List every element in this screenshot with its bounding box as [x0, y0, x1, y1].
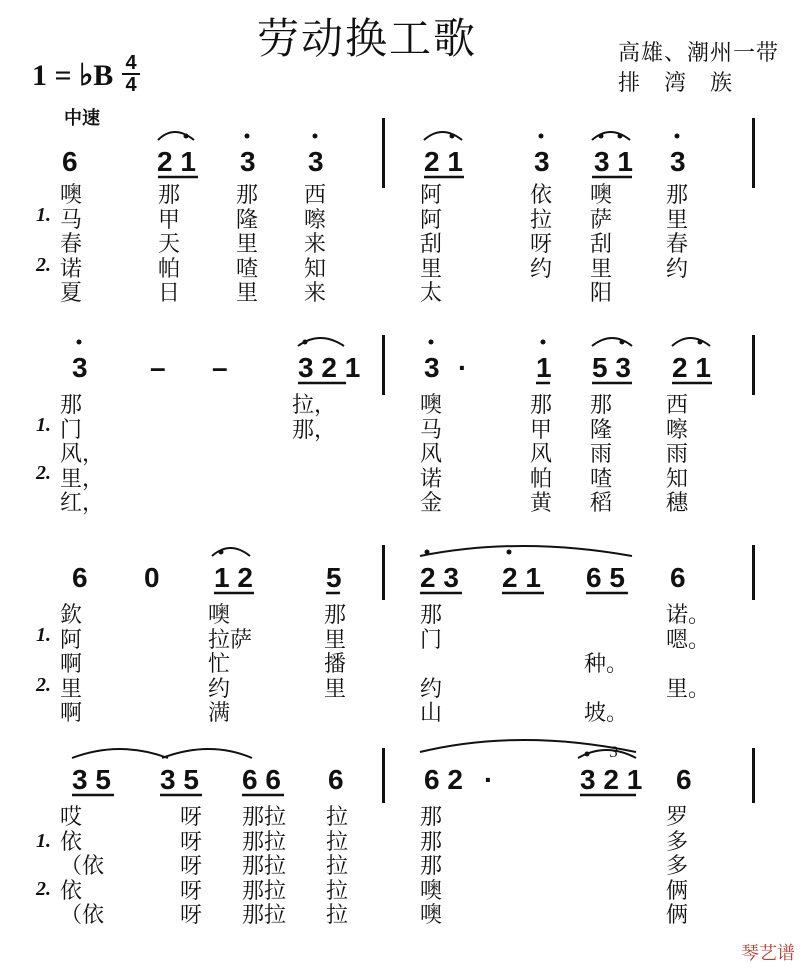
- note: 2 3: [420, 562, 459, 593]
- lyric-syllable: 那拉: [242, 854, 287, 879]
- note: 6: [62, 146, 78, 177]
- lyric-syllable: 拉萨: [208, 627, 253, 653]
- lyric-syllable: 里: [666, 207, 689, 233]
- lyric-syllable: 阿: [420, 207, 443, 233]
- lyric-syllable: 俩: [666, 878, 689, 904]
- note: ·: [484, 764, 494, 795]
- note: 6 2: [424, 764, 463, 795]
- lyric-syllable: 拉: [326, 903, 349, 928]
- lyric-syllable: 来: [304, 232, 327, 257]
- verse-label-1: 1.: [36, 624, 51, 646]
- lyric-syllable: 日: [158, 281, 181, 306]
- note: 5: [326, 562, 342, 593]
- lyric-syllable: 门: [60, 417, 83, 443]
- lyric-syllable: 多: [666, 854, 689, 879]
- song-title: 劳动换工歌: [257, 14, 478, 63]
- lyric-syllable: 那: [530, 393, 553, 418]
- lyric-syllable: 萨: [590, 207, 613, 233]
- lyric-syllable: 呀: [180, 878, 203, 904]
- note: 2 1: [157, 146, 196, 177]
- lyric-syllable: 红，: [60, 491, 105, 516]
- lyric-syllable: 约: [420, 676, 443, 702]
- lyric-syllable: （依: [60, 903, 105, 928]
- lyric-syllable: 隆: [236, 207, 259, 233]
- lyric-syllable: 约: [208, 676, 231, 702]
- lyric-syllable: 喳: [590, 466, 613, 492]
- lyric-syllable: 呀: [530, 232, 553, 257]
- lyric-syllable: 来: [304, 281, 327, 306]
- lyric-syllable: 喳: [236, 256, 259, 282]
- note: ·: [458, 352, 468, 383]
- lyric-syllable: 知: [304, 256, 327, 282]
- lyric-syllable: 多: [666, 829, 689, 855]
- lyric-syllable: 那，: [292, 417, 337, 443]
- note: 3: [72, 352, 88, 383]
- lyric-syllable: 刮: [590, 232, 613, 257]
- lyric-syllable: 帕: [158, 256, 181, 282]
- triplet-mark: 3: [610, 744, 618, 761]
- lyric-syllable: 那拉: [242, 805, 287, 830]
- origin-line-2: 排 湾 族: [618, 71, 734, 96]
- lyric-syllable: 知: [666, 466, 689, 492]
- time-numerator: 4: [125, 52, 137, 74]
- lyric-syllable: 里: [236, 232, 259, 257]
- lyric-syllable: 那拉: [242, 903, 287, 928]
- lyric-syllable: 里: [420, 256, 443, 282]
- verse-label-2: 2.: [36, 674, 51, 696]
- lyric-syllable: 风: [420, 442, 443, 467]
- lyric-syllable: 罗: [666, 805, 689, 830]
- lyric-syllable: 春: [60, 232, 83, 257]
- lyric-syllable: 噢: [420, 903, 443, 928]
- tempo-marking: 中速: [64, 108, 100, 129]
- time-denominator: 4: [125, 74, 137, 96]
- lyric-syllable: 山: [420, 701, 443, 726]
- lyric-syllable: 欽: [60, 603, 83, 628]
- lyric-syllable: 天: [158, 232, 181, 257]
- note: 6: [328, 764, 344, 795]
- lyric-syllable: 夏: [60, 281, 83, 306]
- verse-label-2: 2.: [36, 878, 51, 900]
- lyric-syllable: 那: [420, 854, 443, 879]
- lyric-syllable: 那: [420, 603, 443, 628]
- lyric-syllable: 风: [530, 442, 553, 467]
- lyric-syllable: 黄: [530, 491, 553, 516]
- note: 3 2 1: [580, 764, 643, 795]
- lyric-syllable: 马: [420, 417, 443, 443]
- lyric-syllable: 门: [420, 627, 443, 653]
- note: 5 3: [592, 352, 631, 383]
- lyric-syllable: 约: [530, 256, 553, 282]
- lyric-syllable: 依: [60, 829, 83, 855]
- lyric-syllable: 那: [666, 183, 689, 208]
- verse-label-2: 2.: [36, 254, 51, 276]
- note: 3: [240, 146, 256, 177]
- lyric-syllable: 里。: [666, 676, 711, 702]
- lyric-syllable: 俩: [666, 903, 689, 928]
- lyric-syllable: 嗯。: [666, 627, 711, 653]
- lyric-syllable: 甲: [158, 207, 181, 233]
- note: 2 1: [502, 562, 541, 593]
- note: –: [150, 352, 166, 383]
- note: 6: [72, 562, 88, 593]
- lyric-syllable: 播: [324, 652, 347, 677]
- lyric-syllable: 帕: [530, 466, 553, 492]
- note: 2 1: [672, 352, 711, 383]
- lyric-syllable: 里: [236, 281, 259, 306]
- lyric-syllable: 里: [324, 676, 347, 702]
- lyric-syllable: 金: [420, 491, 443, 516]
- lyric-syllable: 约: [666, 256, 689, 282]
- verse-label-1: 1.: [36, 830, 51, 852]
- lyric-syllable: 噢: [208, 603, 231, 628]
- lyric-syllable: 种。: [584, 652, 629, 677]
- lyric-syllable: 甲: [530, 417, 553, 443]
- note: 1: [536, 352, 552, 383]
- lyric-syllable: 拉，: [292, 393, 337, 418]
- lyric-syllable: 隆: [590, 417, 613, 443]
- lyric-syllable: 那: [420, 805, 443, 830]
- lyric-syllable: 阿: [420, 183, 443, 208]
- lyric-syllable: 刮: [420, 232, 443, 257]
- lyric-syllable: 依: [530, 183, 553, 208]
- verse-label-2: 2.: [36, 462, 51, 484]
- lyric-syllable: 雨: [666, 442, 689, 467]
- lyric-syllable: 里: [60, 676, 83, 702]
- lyric-syllable: 嚓: [304, 207, 327, 233]
- lyric-syllable: 稻: [590, 491, 613, 516]
- key-signature: 1 = ♭B: [32, 59, 114, 92]
- note: 2 1: [424, 146, 463, 177]
- note: 0: [144, 562, 160, 593]
- lyric-syllable: 那拉: [242, 829, 287, 855]
- lyric-syllable: 依: [60, 878, 83, 904]
- note: 3 1: [594, 146, 633, 177]
- lyric-syllable: 春: [666, 232, 689, 257]
- lyric-syllable: 嚓: [666, 417, 689, 443]
- lyric-syllable: 啊: [60, 652, 83, 677]
- lyric-syllable: 里: [590, 256, 613, 282]
- lyric-syllable: 里: [324, 627, 347, 653]
- lyric-syllable: 呀: [180, 903, 203, 928]
- note: 3: [670, 146, 686, 177]
- lyric-syllable: （依: [60, 854, 105, 879]
- lyric-syllable: 那: [420, 829, 443, 855]
- lyric-syllable: 呀: [180, 805, 203, 830]
- note: 3: [308, 146, 324, 177]
- lyric-syllable: 满: [208, 701, 231, 726]
- note: 3: [424, 352, 440, 383]
- lyric-syllable: 诺: [420, 466, 443, 492]
- lyric-syllable: 那: [590, 393, 613, 418]
- lyric-syllable: 拉: [326, 805, 349, 830]
- lyric-syllable: 噢: [590, 183, 613, 208]
- note: –: [212, 352, 228, 383]
- lyric-syllable: 风，: [60, 442, 105, 467]
- note: 3: [534, 146, 550, 177]
- lyric-syllable: 雨: [590, 442, 613, 467]
- lyric-syllable: 忙: [208, 652, 231, 677]
- lyric-syllable: 拉: [326, 854, 349, 879]
- note: 6 5: [586, 562, 625, 593]
- lyric-syllable: 那: [60, 393, 83, 418]
- lyric-syllable: 噢: [420, 393, 443, 418]
- lyric-syllable: 太: [420, 281, 443, 306]
- lyric-syllable: 呀: [180, 829, 203, 855]
- note: 3 2 1: [298, 352, 361, 383]
- note: 6 6: [242, 764, 281, 795]
- lyric-syllable: 诺: [60, 256, 83, 282]
- origin-line-1: 高雄、潮州一带: [618, 41, 780, 66]
- lyric-syllable: 拉: [326, 878, 349, 904]
- lyric-syllable: 阿: [60, 627, 83, 653]
- lyric-syllable: 呀: [180, 854, 203, 879]
- lyric-syllable: 啊: [60, 701, 83, 726]
- verse-label-1: 1.: [36, 414, 51, 436]
- lyric-syllable: 穗: [666, 491, 689, 516]
- note: 1 2: [214, 562, 253, 593]
- lyric-syllable: 那拉: [242, 878, 287, 904]
- verse-label-1: 1.: [36, 204, 51, 226]
- lyric-syllable: 诺。: [666, 603, 711, 628]
- note: 6: [670, 562, 686, 593]
- note: 3 5: [160, 764, 199, 795]
- note: 3 5: [72, 764, 111, 795]
- lyric-syllable: 噢: [60, 183, 83, 208]
- lyric-syllable: 拉: [326, 829, 349, 855]
- watermark-logo: 琴艺谱: [741, 943, 795, 964]
- lyric-syllable: 坡。: [584, 701, 629, 726]
- lyric-syllable: 西: [666, 393, 689, 418]
- lyric-syllable: 里，: [60, 466, 105, 492]
- lyric-syllable: 马: [60, 207, 83, 233]
- lyric-syllable: 拉: [530, 207, 553, 233]
- lyric-syllable: 那: [324, 603, 347, 628]
- lyric-syllable: 西: [304, 183, 327, 208]
- lyric-syllable: 噢: [420, 878, 443, 904]
- lyric-syllable: 那: [236, 183, 259, 208]
- note: 6: [676, 764, 692, 795]
- lyric-syllable: 那: [158, 183, 181, 208]
- lyric-syllable: 阳: [590, 281, 613, 306]
- lyric-syllable: 哎: [60, 805, 83, 830]
